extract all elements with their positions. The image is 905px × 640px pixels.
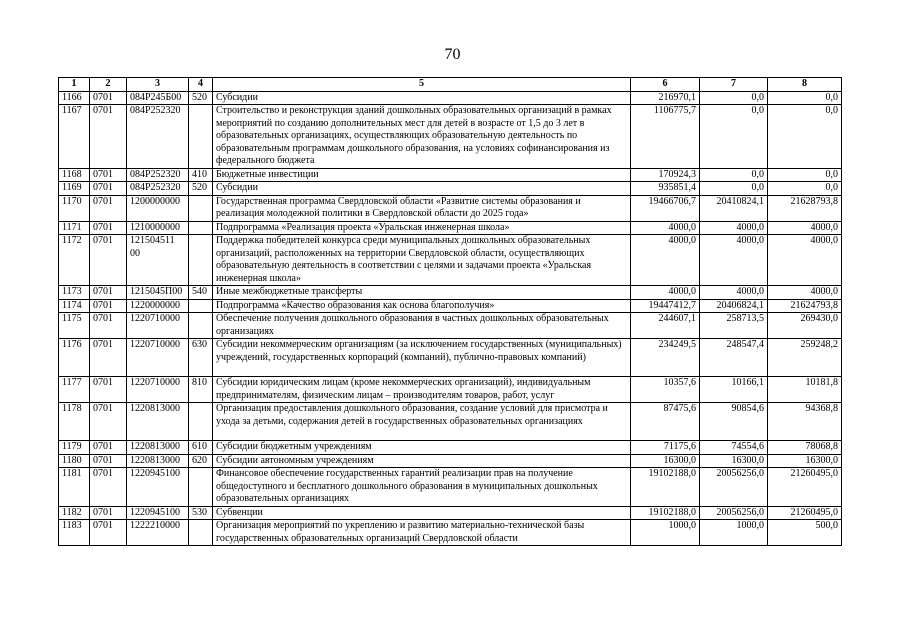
table-row (59, 286, 842, 300)
amount-year-2-cell: 0,0 (700, 168, 768, 182)
column-header: 2 (90, 78, 127, 92)
section-code-cell: 0701 (90, 286, 127, 300)
target-article-cell: 1220710000 (127, 313, 189, 339)
budget-table (58, 77, 842, 546)
item-name-cell: Субсидии бюджетным учреждениям (213, 441, 631, 455)
item-name-cell: Субсидии автономным учреждениям (213, 454, 631, 468)
row-number-cell: 1177 (59, 377, 90, 403)
amount-year-2-cell: 258713,5 (700, 313, 768, 339)
section-code-cell: 0701 (90, 506, 127, 520)
section-code-cell: 0701 (90, 520, 127, 546)
amount-year-3-cell: 21624793,8 (768, 299, 842, 313)
item-name-cell: Организация предоставления дошкольного образования, создание условий для присмотра и ухода за детьми, содержания детей в государственных образовательных организациях (213, 403, 631, 441)
amount-year-2-cell: 20410824,1 (700, 195, 768, 221)
item-name-cell: Поддержка победителей конкурса среди муниципальных дошкольных образовательных организаций, расположенных на территории Свердловской области, осуществляющих образовательную деятельность в соответствии с целями и задачами проекта «Уральская инженерная школа» (213, 235, 631, 286)
amount-year-3-cell: 4000,0 (768, 286, 842, 300)
item-name-cell: Субсидии некоммерческим организациям (за исключением государственных (муниципальных) учреждений, государственных корпораций (компаний), публично-правовых компаний) (213, 339, 631, 377)
section-code-cell: 0701 (90, 91, 127, 105)
amount-year-2-cell: 90854,6 (700, 403, 768, 441)
amount-year-2-cell: 4000,0 (700, 286, 768, 300)
row-number-cell: 1171 (59, 221, 90, 235)
page-number: 70 (444, 46, 461, 63)
expense-type-cell: 610 (189, 441, 213, 455)
section-code-cell: 0701 (90, 313, 127, 339)
amount-year-1-cell: 19447412,7 (631, 299, 700, 313)
row-number-cell: 1168 (59, 168, 90, 182)
amount-year-2-cell: 20406824,1 (700, 299, 768, 313)
table-row (59, 339, 842, 377)
column-header: 8 (768, 78, 842, 92)
table-row (59, 221, 842, 235)
target-article-cell: 1220813000 (127, 454, 189, 468)
table-row (59, 403, 842, 441)
amount-year-1-cell: 87475,6 (631, 403, 700, 441)
amount-year-3-cell: 0,0 (768, 182, 842, 196)
table-row (59, 168, 842, 182)
section-code-cell: 0701 (90, 221, 127, 235)
amount-year-3-cell: 500,0 (768, 520, 842, 546)
amount-year-2-cell: 248547,4 (700, 339, 768, 377)
item-name-cell: Иные межбюджетные трансферты (213, 286, 631, 300)
target-article-cell: 1220710000 (127, 377, 189, 403)
target-article-cell: 1220945100 (127, 506, 189, 520)
row-number-cell: 1172 (59, 235, 90, 286)
expense-type-cell (189, 468, 213, 507)
amount-year-2-cell: 0,0 (700, 105, 768, 169)
amount-year-3-cell: 21260495,0 (768, 506, 842, 520)
section-code-cell: 0701 (90, 339, 127, 377)
amount-year-1-cell: 19102188,0 (631, 506, 700, 520)
target-article-cell: 121504511 00 (127, 235, 189, 286)
amount-year-2-cell: 10166,1 (700, 377, 768, 403)
section-code-cell: 0701 (90, 377, 127, 403)
amount-year-3-cell: 21260495,0 (768, 468, 842, 507)
amount-year-3-cell: 0,0 (768, 105, 842, 169)
row-number-cell: 1182 (59, 506, 90, 520)
column-header: 1 (59, 78, 90, 92)
row-number-cell: 1180 (59, 454, 90, 468)
section-code-cell: 0701 (90, 235, 127, 286)
amount-year-3-cell: 10181,8 (768, 377, 842, 403)
section-code-cell: 0701 (90, 105, 127, 169)
expense-type-cell (189, 313, 213, 339)
amount-year-1-cell: 234249,5 (631, 339, 700, 377)
expense-type-cell: 520 (189, 182, 213, 196)
item-name-cell: Финансовое обеспечение государственных гарантий реализации прав на получение общедоступного и бесплатного дошкольного образования в муниципальных дошкольных образовательных организациях (213, 468, 631, 507)
amount-year-1-cell: 19102188,0 (631, 468, 700, 507)
expense-type-cell (189, 195, 213, 221)
amount-year-3-cell: 0,0 (768, 91, 842, 105)
expense-type-cell (189, 403, 213, 441)
expense-type-cell (189, 221, 213, 235)
section-code-cell: 0701 (90, 454, 127, 468)
item-name-cell: Субсидии (213, 182, 631, 196)
table-row (59, 195, 842, 221)
column-header: 5 (213, 78, 631, 92)
amount-year-1-cell: 16300,0 (631, 454, 700, 468)
amount-year-3-cell: 94368,8 (768, 403, 842, 441)
target-article-cell: 084Р252320 (127, 182, 189, 196)
table-row (59, 468, 842, 507)
table-row (59, 377, 842, 403)
expense-type-cell: 530 (189, 506, 213, 520)
amount-year-3-cell: 4000,0 (768, 235, 842, 286)
amount-year-3-cell: 0,0 (768, 168, 842, 182)
amount-year-1-cell: 4000,0 (631, 286, 700, 300)
amount-year-3-cell: 259248,2 (768, 339, 842, 377)
row-number-cell: 1183 (59, 520, 90, 546)
amount-year-3-cell: 269430,0 (768, 313, 842, 339)
expense-type-cell: 620 (189, 454, 213, 468)
target-article-cell: 1200000000 (127, 195, 189, 221)
amount-year-3-cell: 21628793,8 (768, 195, 842, 221)
row-number-cell: 1174 (59, 299, 90, 313)
amount-year-1-cell: 4000,0 (631, 235, 700, 286)
table-row (59, 454, 842, 468)
target-article-cell: 1222210000 (127, 520, 189, 546)
table-row (59, 520, 842, 546)
target-article-cell: 084Р245Б00 (127, 91, 189, 105)
section-code-cell: 0701 (90, 441, 127, 455)
amount-year-2-cell: 0,0 (700, 182, 768, 196)
expense-type-cell (189, 520, 213, 546)
amount-year-1-cell: 71175,6 (631, 441, 700, 455)
target-article-cell: 1210000000 (127, 221, 189, 235)
table-header-row (59, 78, 842, 92)
table-row (59, 299, 842, 313)
row-number-cell: 1167 (59, 105, 90, 169)
item-name-cell: Строительство и реконструкция зданий дошкольных образовательных организаций в рамках мероприятий по созданию дополнительных мест для детей в возрасте от 1,5 до 3 лет в образовательных организациях, осуществляющих образовательную деятельность по образовательным программам дошкольного образования, на условиях софинансирования из федерального бюджета (213, 105, 631, 169)
row-number-cell: 1170 (59, 195, 90, 221)
amount-year-2-cell: 20056256,0 (700, 506, 768, 520)
row-number-cell: 1166 (59, 91, 90, 105)
amount-year-2-cell: 20056256,0 (700, 468, 768, 507)
column-header: 4 (189, 78, 213, 92)
row-number-cell: 1179 (59, 441, 90, 455)
row-number-cell: 1178 (59, 403, 90, 441)
table-row (59, 441, 842, 455)
amount-year-3-cell: 4000,0 (768, 221, 842, 235)
amount-year-2-cell: 0,0 (700, 91, 768, 105)
amount-year-1-cell: 244607,1 (631, 313, 700, 339)
target-article-cell: 1220945100 (127, 468, 189, 507)
expense-type-cell: 540 (189, 286, 213, 300)
section-code-cell: 0701 (90, 468, 127, 507)
item-name-cell: Подпрограмма «Качество образования как основа благополучия» (213, 299, 631, 313)
amount-year-2-cell: 74554,6 (700, 441, 768, 455)
amount-year-1-cell: 1106775,7 (631, 105, 700, 169)
amount-year-1-cell: 216970,1 (631, 91, 700, 105)
target-article-cell: 1215045П00 (127, 286, 189, 300)
item-name-cell: Субсидии (213, 91, 631, 105)
row-number-cell: 1169 (59, 182, 90, 196)
expense-type-cell: 810 (189, 377, 213, 403)
table-row (59, 91, 842, 105)
amount-year-2-cell: 4000,0 (700, 221, 768, 235)
row-number-cell: 1181 (59, 468, 90, 507)
expense-type-cell: 410 (189, 168, 213, 182)
table-row (59, 105, 842, 169)
section-code-cell: 0701 (90, 182, 127, 196)
target-article-cell: 1220813000 (127, 441, 189, 455)
section-code-cell: 0701 (90, 403, 127, 441)
column-header: 6 (631, 78, 700, 92)
item-name-cell: Субсидии юридическим лицам (кроме некоммерческих организаций), индивидуальным предпринимателям, физическим лицам – производителям товаров, работ, услуг (213, 377, 631, 403)
amount-year-1-cell: 10357,6 (631, 377, 700, 403)
target-article-cell: 084Р252320 (127, 168, 189, 182)
table-row (59, 313, 842, 339)
section-code-cell: 0701 (90, 195, 127, 221)
table-row (59, 235, 842, 286)
expense-type-cell (189, 105, 213, 169)
item-name-cell: Государственная программа Свердловской области «Развитие системы образования и реализация молодежной политики в Свердловской области до 2025 года» (213, 195, 631, 221)
row-number-cell: 1175 (59, 313, 90, 339)
amount-year-1-cell: 170924,3 (631, 168, 700, 182)
item-name-cell: Организация мероприятий по укреплению и развитию материально-технической базы государственных образовательных организаций Свердловской области (213, 520, 631, 546)
row-number-cell: 1176 (59, 339, 90, 377)
table-row (59, 506, 842, 520)
item-name-cell: Бюджетные инвестиции (213, 168, 631, 182)
amount-year-3-cell: 78068,8 (768, 441, 842, 455)
amount-year-1-cell: 935851,4 (631, 182, 700, 196)
section-code-cell: 0701 (90, 299, 127, 313)
column-header: 3 (127, 78, 189, 92)
amount-year-2-cell: 16300,0 (700, 454, 768, 468)
amount-year-2-cell: 4000,0 (700, 235, 768, 286)
amount-year-1-cell: 1000,0 (631, 520, 700, 546)
amount-year-3-cell: 16300,0 (768, 454, 842, 468)
column-header: 7 (700, 78, 768, 92)
target-article-cell: 084Р252320 (127, 105, 189, 169)
expense-type-cell: 630 (189, 339, 213, 377)
expense-type-cell: 520 (189, 91, 213, 105)
item-name-cell: Субвенции (213, 506, 631, 520)
amount-year-1-cell: 4000,0 (631, 221, 700, 235)
item-name-cell: Подпрограмма «Реализация проекта «Уральская инженерная школа» (213, 221, 631, 235)
section-code-cell: 0701 (90, 168, 127, 182)
amount-year-1-cell: 19466706,7 (631, 195, 700, 221)
target-article-cell: 1220000000 (127, 299, 189, 313)
expense-type-cell (189, 299, 213, 313)
amount-year-2-cell: 1000,0 (700, 520, 768, 546)
expense-type-cell (189, 235, 213, 286)
table-row (59, 182, 842, 196)
target-article-cell: 1220813000 (127, 403, 189, 441)
row-number-cell: 1173 (59, 286, 90, 300)
target-article-cell: 1220710000 (127, 339, 189, 377)
item-name-cell: Обеспечение получения дошкольного образования в частных дошкольных образовательных организациях (213, 313, 631, 339)
table-body (59, 91, 842, 546)
